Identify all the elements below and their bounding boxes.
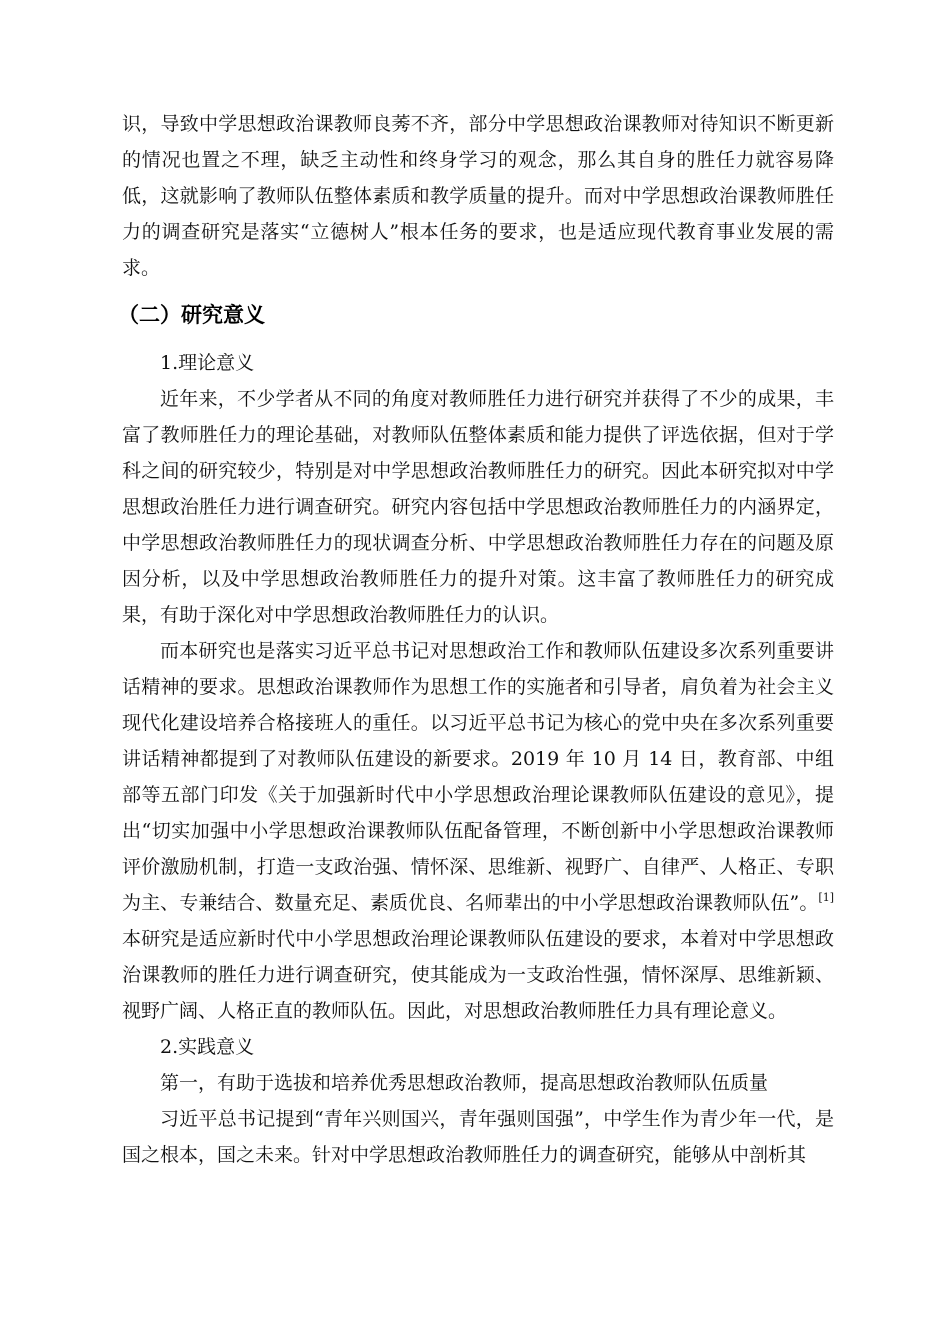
footnote-reference: [1] <box>818 891 834 904</box>
section-heading: （二）研究意义 <box>118 303 265 327</box>
paragraph-theory-2-main: 而本研究也是落实习近平总书记对思想政治工作和教师队伍建设多次系列重要讲话精神的要求。思想政治课教师作为思想工作的实施者和引导者，肩负着为社会主义现代化建设培养合格接班人的重任。以习近平总书记为核心的党中央在多次系列重要讲话精神都提到了对教师队伍建设的新要求。2019 年 10 月 14 日，教育部、中组部等五部门印发《关于加强新时代中小学思想政治理论课教师队伍建设的意见》，提出“切实加强中小学思想政治课教师队伍配备管理，不断创新中小学思想政治课教师评价激励机制，打造一支政治强、情怀深、思维新、视野广、自律严、人格正、专职为主、专兼结合、数量充足、素质优良、名师辈出的中小学思想政治课教师队伍”。 <box>122 640 834 914</box>
document-body <box>118 106 834 1173</box>
paragraph-theory-1: 近年来，不少学者从不同的角度对教师胜任力进行研究并获得了不少的成果，丰富了教师胜任力的理论基础，对教师队伍整体素质和能力提供了评选依据，但对于学科之间的研究较少，特别是对中学思想政治教师胜任力的研究。因此本研究拟对中学思想政治胜任力进行调查研究。研究内容包括中学思想政治教师胜任力的内涵界定，中学思想政治教师胜任力的现状调查分析、中学思想政治教师胜任力存在的问题及原因分析，以及中学思想政治教师胜任力的提升对策。这丰富了教师胜任力的研究成果，有助于深化对中学思想政治教师胜任力的认识。 <box>122 388 834 626</box>
paragraph-intro-continued: 识，导致中学思想政治课教师良莠不齐，部分中学思想政治课教师对待知识不断更新的情况也置之不理，缺乏主动性和终身学习的观念，那么其自身的胜任力就容易降低，这就影响了教师队伍整体素质和教学质量的提升。而对中学思想政治课教师胜任力的调查研究是落实“立德树人”根本任务的要求，也是适应现代教育事业发展的需求。 <box>122 113 834 279</box>
paragraph-practice-1: 第一，有助于选拔和培养优秀思想政治教师，提高思想政治教师队伍质量 <box>160 1072 769 1094</box>
subheading-practice: 2.实践意义 <box>160 1036 255 1058</box>
paragraph-theory-2-tail: 本研究是适应新时代中小学思想政治理论课教师队伍建设的要求，本着对中学思想政治课教师的胜任力进行调查研究，使其能成为一支政治性强，情怀深厚、思维新颖、视野广阔、人格正直的教师队伍。因此，对思想政治教师胜任力具有理论意义。 <box>122 928 834 1022</box>
paragraph-theory-2 <box>122 633 834 1029</box>
subheading-theory: 1.理论意义 <box>160 352 255 374</box>
paragraph-practice-2: 习近平总书记提到“青年兴则国兴，青年强则国强”，中学生作为青少年一代，是国之根本，国之未来。针对中学思想政治教师胜任力的调查研究，能够从中剖析其 <box>122 1108 834 1166</box>
